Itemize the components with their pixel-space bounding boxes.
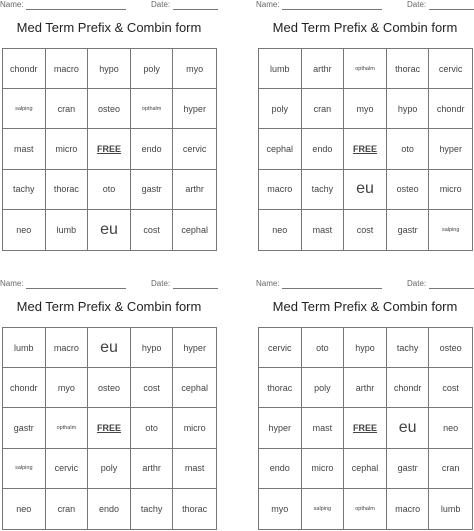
bingo-cell[interactable]: thorac bbox=[259, 368, 302, 408]
bingo-cell[interactable]: hypo bbox=[131, 328, 174, 368]
card-header-fields bbox=[0, 279, 218, 291]
bingo-cell[interactable]: hypo bbox=[344, 328, 387, 368]
bingo-card bbox=[0, 0, 218, 252]
free-space-cell[interactable]: FREE bbox=[344, 129, 387, 169]
bingo-cell[interactable]: osteo bbox=[88, 368, 131, 408]
bingo-cell[interactable]: cost bbox=[344, 210, 387, 250]
bingo-cell[interactable]: macro bbox=[387, 489, 430, 529]
bingo-cell[interactable]: lumb bbox=[3, 328, 46, 368]
name-label: Name: bbox=[0, 0, 24, 9]
bingo-cell[interactable]: gastr bbox=[387, 449, 430, 489]
free-space-cell[interactable]: FREE bbox=[88, 129, 131, 169]
bingo-cell[interactable]: eu bbox=[88, 210, 131, 250]
bingo-cell[interactable]: poly bbox=[88, 449, 131, 489]
bingo-cell[interactable]: oto bbox=[302, 328, 345, 368]
bingo-cell[interactable]: endo bbox=[259, 449, 302, 489]
bingo-cell[interactable]: cran bbox=[46, 489, 89, 529]
bingo-cell[interactable]: arthr bbox=[344, 368, 387, 408]
bingo-cell[interactable]: opthalm bbox=[344, 49, 387, 89]
bingo-cell[interactable]: mast bbox=[302, 408, 345, 448]
bingo-cell[interactable]: mast bbox=[173, 449, 216, 489]
bingo-cell[interactable]: hyper bbox=[173, 89, 216, 129]
bingo-grid bbox=[2, 48, 217, 251]
date-label: Date: bbox=[151, 279, 171, 288]
bingo-cell[interactable]: salping bbox=[3, 89, 46, 129]
bingo-cell[interactable]: tachy bbox=[131, 489, 174, 529]
bingo-grid bbox=[2, 327, 217, 530]
bingo-cell[interactable]: neo bbox=[3, 489, 46, 529]
bingo-cell[interactable]: thorac bbox=[182, 503, 208, 514]
date-label: Date: bbox=[407, 0, 427, 9]
date-field-line[interactable] bbox=[173, 288, 218, 289]
name-label: Name: bbox=[256, 0, 280, 9]
bingo-cell[interactable]: chondr bbox=[429, 89, 472, 129]
card-title: Med Term Prefix & Combin form bbox=[16, 20, 202, 35]
name-field-line[interactable] bbox=[282, 9, 382, 10]
bingo-cell[interactable]: lumb bbox=[46, 210, 89, 250]
bingo-cell[interactable]: tachy bbox=[3, 170, 46, 210]
bingo-cell[interactable]: myo bbox=[344, 89, 387, 129]
bingo-cell[interactable]: eu bbox=[88, 328, 131, 368]
bingo-cell[interactable]: osteo bbox=[387, 170, 430, 210]
bingo-cell[interactable]: cephal bbox=[173, 368, 216, 408]
name-field-line[interactable] bbox=[282, 288, 382, 289]
name-label: Name: bbox=[256, 279, 280, 288]
date-field-line[interactable] bbox=[429, 288, 474, 289]
bingo-cell[interactable]: micro bbox=[173, 408, 216, 448]
bingo-cell[interactable]: micro bbox=[46, 129, 89, 169]
free-space-cell[interactable]: FREE bbox=[88, 408, 131, 448]
date-label: Date: bbox=[151, 0, 171, 9]
card-header-fields bbox=[256, 0, 474, 12]
bingo-cell[interactable]: myo bbox=[46, 368, 89, 408]
bingo-cell[interactable]: macro bbox=[46, 49, 89, 89]
bingo-cell[interactable]: opthalm bbox=[131, 89, 174, 129]
card-title: Med Term Prefix & Combin form bbox=[272, 299, 458, 314]
free-space-cell[interactable]: FREE bbox=[344, 408, 387, 448]
bingo-cell[interactable]: cost bbox=[131, 210, 174, 250]
bingo-cell[interactable]: chondr bbox=[3, 368, 46, 408]
card-title: Med Term Prefix & Combin form bbox=[16, 299, 202, 314]
bingo-cell[interactable]: neo bbox=[429, 408, 472, 448]
name-field-line[interactable] bbox=[26, 9, 126, 10]
bingo-cell[interactable]: neo bbox=[259, 210, 302, 250]
card-header-fields bbox=[256, 279, 474, 291]
bingo-cell[interactable]: mast bbox=[302, 210, 345, 250]
bingo-cell[interactable]: gastr bbox=[3, 408, 46, 448]
bingo-cell[interactable]: endo bbox=[131, 129, 174, 169]
bingo-cell[interactable]: mast bbox=[3, 129, 46, 169]
bingo-cell[interactable]: thorac bbox=[387, 49, 430, 89]
bingo-cell[interactable]: oto bbox=[131, 408, 174, 448]
bingo-cell[interactable]: neo bbox=[3, 210, 46, 250]
bingo-cell[interactable]: eu bbox=[344, 170, 387, 210]
bingo-cell[interactable]: myo bbox=[259, 489, 302, 529]
bingo-cell[interactable]: cephal bbox=[344, 449, 387, 489]
bingo-cell[interactable]: poly bbox=[259, 89, 302, 129]
bingo-cell[interactable]: myo bbox=[173, 49, 216, 89]
bingo-cell[interactable]: cran bbox=[46, 89, 89, 129]
bingo-cell[interactable]: osteo bbox=[88, 89, 131, 129]
bingo-cell[interactable]: oto bbox=[387, 129, 430, 169]
bingo-cell[interactable]: arthr bbox=[302, 49, 345, 89]
bingo-cell[interactable]: opthalm bbox=[344, 489, 387, 529]
bingo-cell[interactable]: endo bbox=[88, 489, 131, 529]
bingo-cell[interactable]: tachy bbox=[302, 170, 345, 210]
bingo-cell[interactable]: hyper bbox=[259, 408, 302, 448]
bingo-cell[interactable]: oto bbox=[88, 170, 131, 210]
bingo-cell[interactable]: tachy bbox=[387, 328, 430, 368]
bingo-cell[interactable]: lumb bbox=[440, 503, 461, 514]
bingo-cell[interactable]: lumb bbox=[259, 49, 302, 89]
bingo-cell[interactable]: cost bbox=[429, 368, 472, 408]
bingo-cell[interactable]: cervic bbox=[173, 129, 216, 169]
bingo-cell[interactable]: arthr bbox=[173, 170, 216, 210]
date-field-line[interactable] bbox=[429, 9, 474, 10]
bingo-cell[interactable]: hyper bbox=[429, 129, 472, 169]
bingo-cell[interactable]: eu bbox=[387, 408, 430, 448]
bingo-cell[interactable]: hyper bbox=[173, 328, 216, 368]
bingo-cell[interactable]: macro bbox=[46, 328, 89, 368]
bingo-cell[interactable]: cervic bbox=[46, 449, 89, 489]
bingo-cell[interactable]: arthr bbox=[131, 449, 174, 489]
date-field-line[interactable] bbox=[173, 9, 218, 10]
bingo-cell[interactable]: gastr bbox=[131, 170, 174, 210]
bingo-cell[interactable]: osteo bbox=[429, 328, 472, 368]
bingo-cell[interactable]: chondr bbox=[3, 49, 46, 89]
name-label: Name: bbox=[0, 279, 24, 288]
bingo-cell[interactable]: salping bbox=[3, 449, 46, 489]
bingo-cell[interactable]: endo bbox=[302, 129, 345, 169]
bingo-cell[interactable]: cephal bbox=[259, 129, 302, 169]
bingo-cell[interactable]: macro bbox=[259, 170, 302, 210]
bingo-cell[interactable]: poly bbox=[131, 49, 174, 89]
card-header-fields bbox=[0, 0, 218, 12]
bingo-cell[interactable]: chondr bbox=[387, 368, 430, 408]
bingo-card bbox=[256, 279, 474, 531]
bingo-cell[interactable]: cervic bbox=[429, 49, 472, 89]
bingo-card bbox=[0, 279, 218, 531]
bingo-grid bbox=[258, 327, 473, 530]
bingo-cell[interactable]: cephal bbox=[181, 224, 208, 235]
bingo-cell[interactable]: hypo bbox=[387, 89, 430, 129]
bingo-cell[interactable]: micro bbox=[302, 449, 345, 489]
bingo-cell[interactable]: poly bbox=[302, 368, 345, 408]
bingo-cell[interactable]: thorac bbox=[46, 170, 89, 210]
bingo-cell[interactable]: hypo bbox=[88, 49, 131, 89]
bingo-cell[interactable]: gastr bbox=[387, 210, 430, 250]
bingo-cell[interactable]: opthalm bbox=[46, 408, 89, 448]
bingo-card bbox=[256, 0, 474, 252]
bingo-cell[interactable]: salping bbox=[302, 489, 345, 529]
card-title: Med Term Prefix & Combin form bbox=[272, 20, 458, 35]
bingo-cell[interactable]: cran bbox=[302, 89, 345, 129]
bingo-cell[interactable]: salping bbox=[441, 226, 460, 233]
bingo-grid bbox=[258, 48, 473, 251]
name-field-line[interactable] bbox=[26, 288, 126, 289]
date-label: Date: bbox=[407, 279, 427, 288]
bingo-cell[interactable]: cervic bbox=[259, 328, 302, 368]
bingo-cell[interactable]: micro bbox=[429, 170, 472, 210]
bingo-cell[interactable]: cran bbox=[429, 449, 472, 489]
bingo-cell[interactable]: cost bbox=[131, 368, 174, 408]
